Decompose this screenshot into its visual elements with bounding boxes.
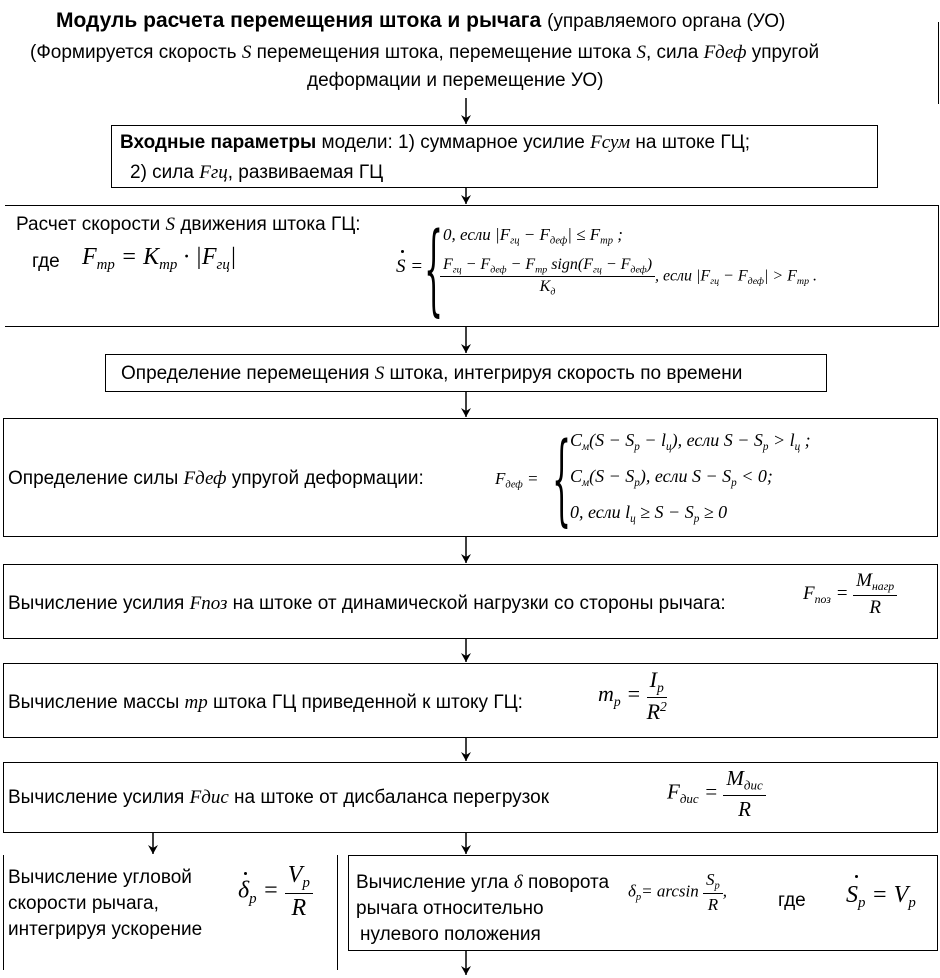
deformation-case-3: 0, если $l_ц \ge S - S_р \ge 0$ bbox=[570, 502, 728, 525]
angle-text: Вычисление угла δ поворота рычага относительно нулевого положения bbox=[356, 872, 610, 945]
module-title: Модуль расчета перемещения штока и рычага (управляемого органа (УО) bbox=[56, 9, 786, 32]
displacement-text: Определение перемещения S штока, интегрируя скорость по времени bbox=[121, 363, 743, 384]
dynamic-load-text: Вычисление усилия Fпоз на штоке от динамической нагрузки со стороны рычага: bbox=[8, 593, 726, 614]
angular-velocity-text: Вычисление угловой скорости рычага, интегрируя ускорение bbox=[8, 867, 203, 940]
speed-title: Расчет скорости S движения штока ГЦ: bbox=[16, 214, 361, 235]
angle-formula: $\delta_р= \arcsin$ $\frac{S_p}{R}$ , bbox=[628, 870, 728, 914]
dynamic-load-formula: $F_{поз}$ = $\frac{M_{нагр}}{R}$ bbox=[803, 570, 897, 619]
imbalance-text: Вычисление усилия Fдис на штоке от дисбаланса перегрузок bbox=[8, 787, 550, 808]
deformation-lhs: $F_{деф}$ = bbox=[495, 469, 539, 491]
deformation-case-1: $C_м(S - S_р - l_ц)$, если $S - S_р > l_ц$ ; bbox=[570, 430, 811, 453]
header-line-2: (Формируется скорость S перемещения штока, перемещение штока S, сила Fдеф упругой bbox=[30, 42, 820, 63]
mass-text: Вычисление массы mр штока ГЦ приведенной к штоку ГЦ: bbox=[8, 692, 523, 713]
input-parameters-line-1: Входные параметры модели: 1) суммарное усилие Fсум на штоке ГЦ; bbox=[120, 132, 751, 153]
angle-where-label: где bbox=[778, 890, 806, 911]
angle-velocity-relation: $S_р = V_р$ bbox=[846, 882, 916, 912]
speed-lhs: S = bbox=[396, 256, 424, 277]
deformation-brace: { bbox=[552, 424, 572, 540]
header-line-3: деформации и перемещение УО) bbox=[307, 70, 604, 91]
imbalance-formula: $F_{дис}$ = $\frac{M_{дис}}{R}$ bbox=[667, 766, 766, 822]
speed-case-2: $\frac{F_{гц} - F_{деф} - F_{mp} sign(F_{гц} - F_{деф})}{K_д}$ , если $|F_{гц} - F_{деф}| > F_{mp}$ . bbox=[440, 256, 817, 298]
input-parameters-line-2: 2) сила Fгц, развиваемая ГЦ bbox=[130, 162, 384, 183]
deformation-text: Определение силы Fдеф упругой деформации: bbox=[8, 468, 424, 489]
mass-formula: $m_р$ = $\frac{I_р}{R^2}$ bbox=[598, 667, 667, 724]
speed-where-label: где bbox=[32, 251, 60, 272]
deformation-case-2: $C_м(S - S_р)$, если $S - S_р < 0$; bbox=[570, 466, 773, 489]
friction-force-formula: $F_{mp} = K_{mp} \cdot |F_{гц}|$ bbox=[82, 244, 237, 274]
speed-case-1: 0, если $|F_{гц} - F_{деф}| \le F_{mp}$ ; bbox=[443, 225, 623, 247]
speed-brace: { bbox=[424, 214, 444, 330]
speed-case-2-fraction: $\frac{F_{гц} - F_{деф} - F_{mp} sign(F_{гц} - F_{деф})}{K_д}$ bbox=[440, 256, 655, 298]
angular-velocity-formula: $\delta_р$ = $\frac{V_р}{R}$ bbox=[238, 862, 313, 922]
